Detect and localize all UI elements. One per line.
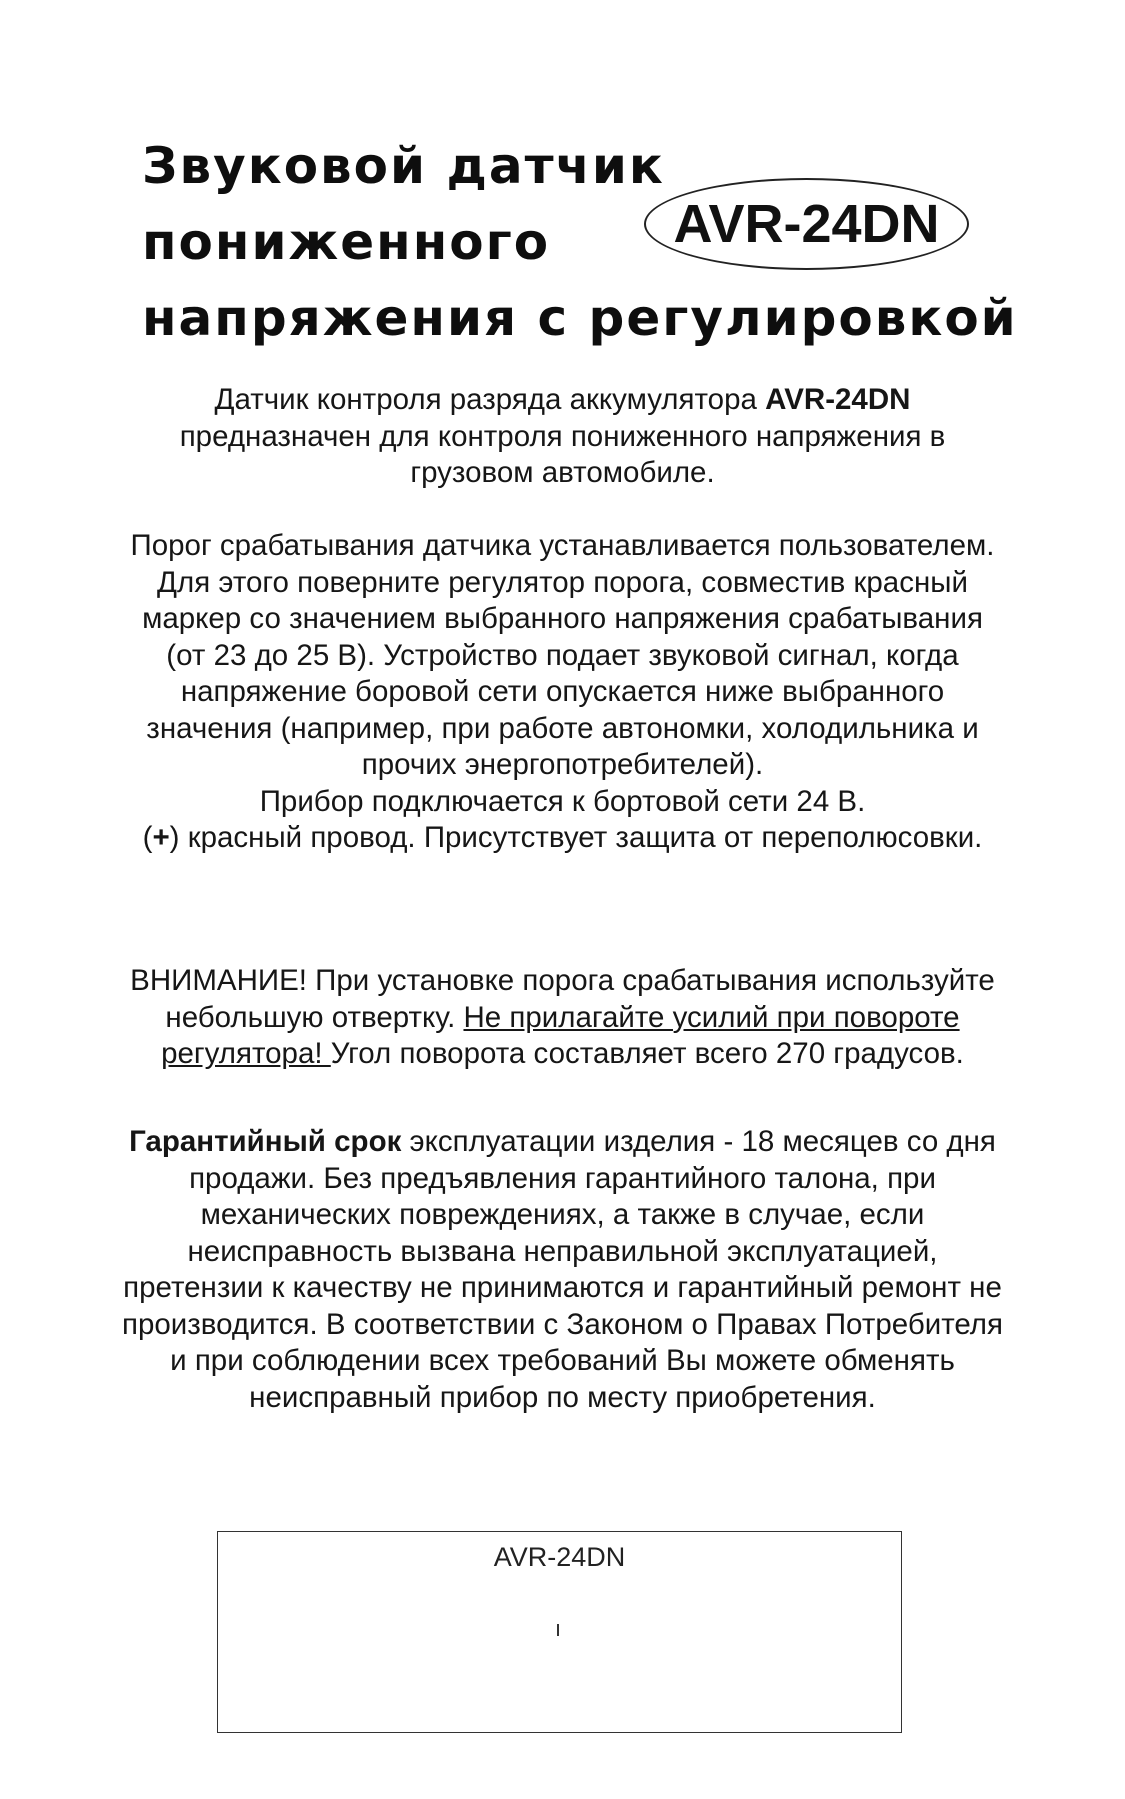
polarity-text: (+) красный провод. Присутствует защита от переполюсовки.: [142, 821, 983, 854]
model-oval-badge: AVR-24DN: [644, 178, 969, 270]
label-box-model: AVR-24DN: [493, 1542, 626, 1572]
title-line-3: напряжения с регулировкой: [142, 289, 1018, 347]
warranty-paragraph: [120, 1124, 1005, 1416]
setup-text: Порог срабатывания датчика устанавливается пользователем. Для этого поверните регулятор порога, совместив красный маркер со значением выбранного напряжения срабатывания (от 23 до 25 В). Устройство подает звуковой сигнал, когда напряжение боровой сети опускается ниже выбранного значения (например, при работе автономки, холодильника и прочих энергопотребителей).: [130, 529, 995, 781]
connection-text: Прибор подключается к бортовой сети 24 В.: [259, 784, 866, 818]
warning-rest: Угол поворота составляет всего 270 градусов.: [330, 1037, 964, 1070]
model-label-box: [217, 1531, 902, 1733]
warranty-text: эксплуатации изделия - 18 месяцев со дня продажи. Без предъявления гарантийного талона, при механических повреждениях, а также в случае, если неисправность вызвана неправильной эксплуатацией, претензии к качеству не принимаются и гарантийный ремонт не производится. В соответствии с Законом о Правах Потребителя и при соблюдении всех требований Вы можете обменять неисправный прибор по месту приобретения.: [122, 1125, 1003, 1414]
tick-mark: [557, 1624, 559, 1636]
intro-paragraph: [120, 382, 1005, 492]
title-line-1: Звуковой датчик: [142, 137, 665, 195]
intro-lead: Датчик контроля разряда аккумулятора: [214, 383, 766, 416]
title-line-2: пониженного: [142, 213, 551, 271]
intro-model: AVR-24DN: [765, 383, 911, 416]
plus-sign: +: [152, 821, 170, 854]
warning-paragraph: [120, 963, 1005, 1073]
intro-rest: предназначен для контроля пониженного напряжения в грузовом автомобиле.: [179, 419, 946, 489]
warranty-heading: Гарантийный срок: [129, 1125, 402, 1158]
warning-lead: ВНИМАНИЕ! При установке порога срабатывания используйте небольшую отвертку.: [130, 964, 995, 1034]
warning-underlined: Не прилагайте усилий при повороте регулятора!: [161, 1000, 960, 1070]
setup-paragraph: [120, 528, 1005, 857]
